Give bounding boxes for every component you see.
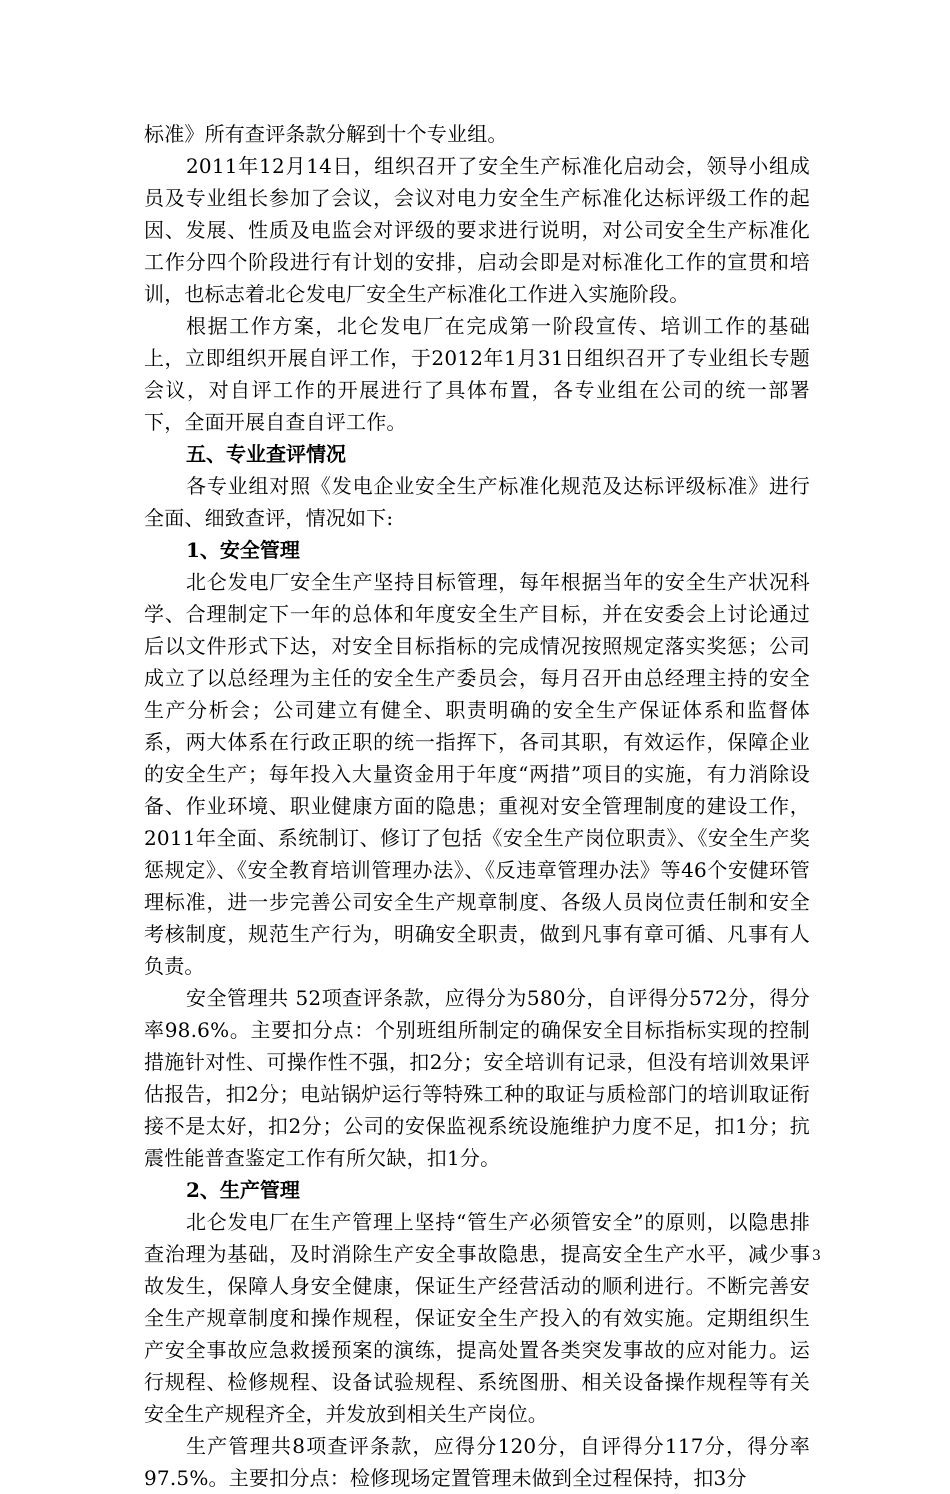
paragraph: 根据工作方案，北仑发电厂在完成第一阶段宣传、培训工作的基础上，立即组织开展自评工作，于2012年1月31日组织召开了专业组长专题会议，对自评工作的开展进行了具体布置，各专业组在公司的统一部署下，全面开展自查自评工作。 [144,314,810,434]
subsection-heading: 1、安全管理 [186,538,300,562]
paragraph: 生产管理共8项查评条款，应得分120分，自评得分117分，得分率97.5%。主要扣分点：检修现场定置管理未做到全过程保持，扣3分 [144,1434,810,1490]
paragraph: 北仑发电厂在生产管理上坚持“管生产必须管安全”的原则，以隐患排查治理为基础，及时消除生产安全事故隐患，提高安全生产水平，减少事故发生，保障人身安全健康，保证生产经营活动的顺利进行。不断完善安全生产规章制度和操作规程，保证安全生产投入的有效实施。定期组织生产安全事故应急救援预案的演练，提高处置各类突发事故的应对能力。运行规程、检修规程、设备试验规程、系统图册、相关设备操作规程等有关安全生产规程齐全，并发放到相关生产岗位。 [144,1210,810,1426]
section-heading: 五、专业查评情况 [186,442,346,466]
subsection-heading: 2、生产管理 [186,1178,300,1202]
body-text [144,118,810,1494]
paragraph: 2011年12月14日，组织召开了安全生产标准化启动会，领导小组成员及专业组长参加了会议，会议对电力安全生产标准化达标评级工作的起因、发展、性质及电监会对评级的要求进行说明，对公司安全生产标准化工作分四个阶段进行有计划的安排，启动会即是对标准化工作的宣贯和培训，也标志着北仑发电厂安全生产标准化工作进入实施阶段。 [144,154,810,306]
paragraph: 安全管理共 52项查评条款，应得分为580分，自评得分572分，得分率98.6%。主要扣分点：个别班组所制定的确保安全目标指标实现的控制措施针对性、可操作性不强，扣2分；安全培训有记录，但没有培训效果评估报告，扣2分；电站锅炉运行等特殊工种的取证与质检部门的培训取证衔接不是太好，扣2分；公司的安保监视系统设施维护力度不足，扣1分；抗震性能普查鉴定工作有所欠缺，扣1分。 [144,986,810,1170]
paragraph: 各专业组对照《发电企业安全生产标准化规范及达标评级标准》进行全面、细致查评，情况如下: [144,474,810,530]
paragraph: 北仑发电厂安全生产坚持目标管理，每年根据当年的安全生产状况科学、合理制定下一年的总体和年度安全生产目标，并在安委会上讨论通过后以文件形式下达，对安全目标指标的完成情况按照规定落实奖惩；公司成立了以总经理为主任的安全生产委员会，每月召开由总经理主持的安全生产分析会；公司建立有健全、职责明确的安全生产保证体系和监督体系，两大体系在行政正职的统一指挥下，各司其职，有效运作，保障企业的安全生产；每年投入大量资金用于年度“两措”项目的实施，有力消除设备、作业环境、职业健康方面的隐患；重视对安全管理制度的建设工作，2011年全面、系统制订、修订了包括《安全生产岗位职责》、《安全生产奖惩规定》、《安全教育培训管理办法》、《反违章管理办法》等46个安健环管理标准，进一步完善公司安全生产规章制度、各级人员岗位责任制和安全考核制度，规范生产行为，明确安全职责，做到凡事有章可循、凡事有人负责。 [144,570,810,978]
paragraph: 标准》所有查评条款分解到十个专业组。 [144,122,508,146]
page-number: 3 [812,1248,821,1264]
